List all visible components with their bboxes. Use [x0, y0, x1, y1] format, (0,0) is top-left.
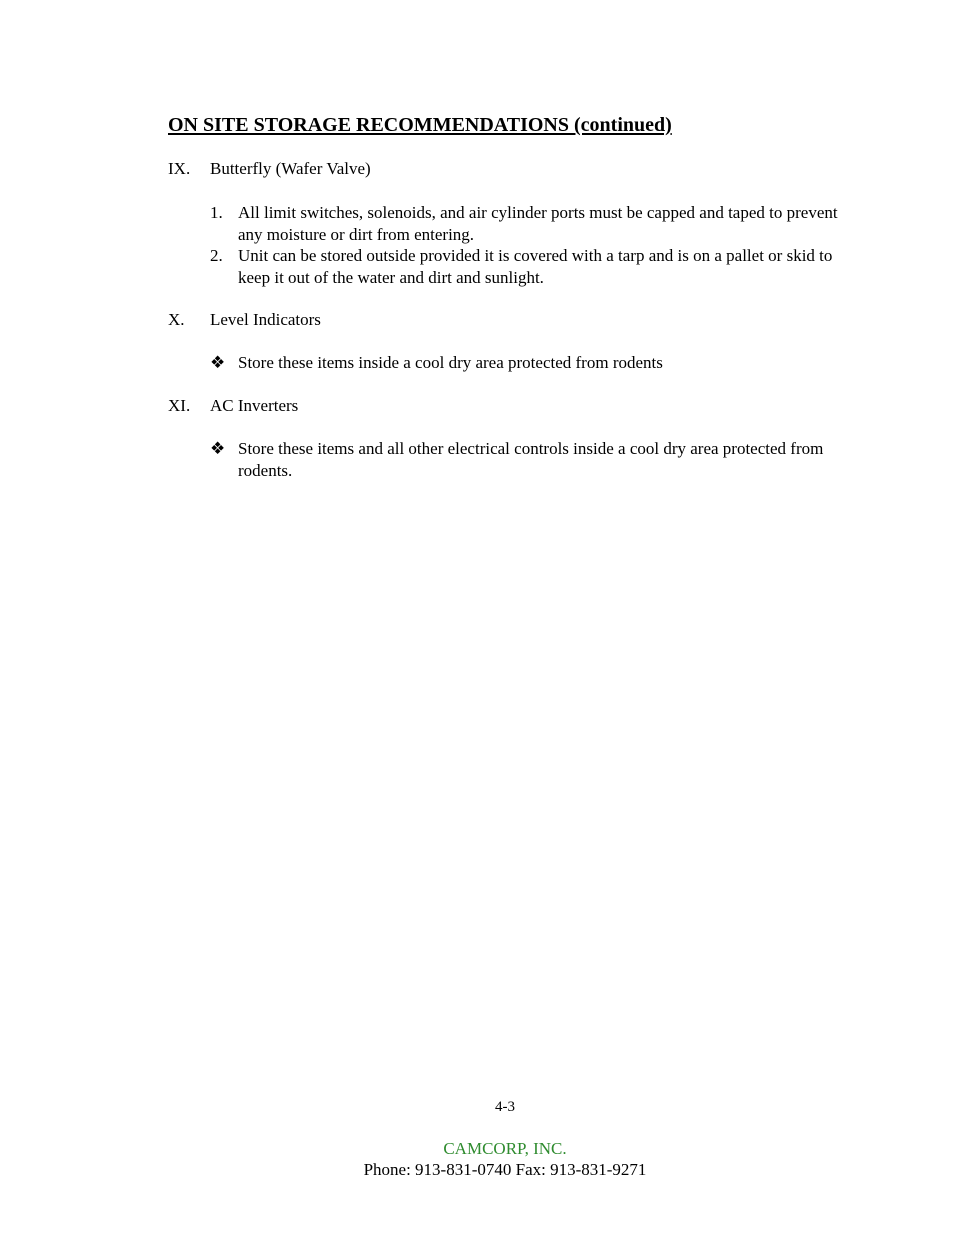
section-xi-header [168, 395, 298, 417]
section-ix-header [168, 158, 371, 180]
page-number: 4-3 [495, 1099, 515, 1115]
list-item-text: Unit can be stored outside provided it is covered with a tarp and is on a pallet or skid to keep it out of the water and dirt and sunlight. [238, 246, 833, 287]
diamond-bullet-icon: ❖ [210, 439, 226, 458]
section-number: IX. [168, 159, 191, 178]
diamond-bullet-icon: ❖ [210, 353, 226, 372]
section-x-header [168, 309, 321, 331]
section-title: Butterfly (Wafer Valve) [210, 159, 371, 178]
section-title: Level Indicators [210, 310, 321, 329]
list-item [210, 352, 850, 374]
section-number: XI. [168, 396, 191, 415]
company-name: CAMCORP, INC. [443, 1139, 567, 1158]
section-title: AC Inverters [210, 396, 299, 415]
list-item [210, 438, 850, 481]
list-item [210, 202, 850, 245]
list-item-text: Store these items inside a cool dry area protected from rodents [238, 353, 663, 372]
list-item-text: All limit switches, solenoids, and air cylinder ports must be capped and taped to prevent any moisture or dirt from entering. [238, 203, 838, 244]
contact-info: Phone: 913-831-0740 Fax: 913-831-9271 [363, 1160, 647, 1179]
list-number: 1. [210, 203, 223, 222]
list-item [210, 245, 850, 288]
list-number: 2. [210, 246, 223, 265]
page-heading: ON SITE STORAGE RECOMMENDATIONS (continued) [168, 114, 672, 136]
section-number: X. [168, 310, 185, 329]
list-item-text: Store these items and all other electrical controls inside a cool dry area protected from rodents. [238, 439, 824, 480]
